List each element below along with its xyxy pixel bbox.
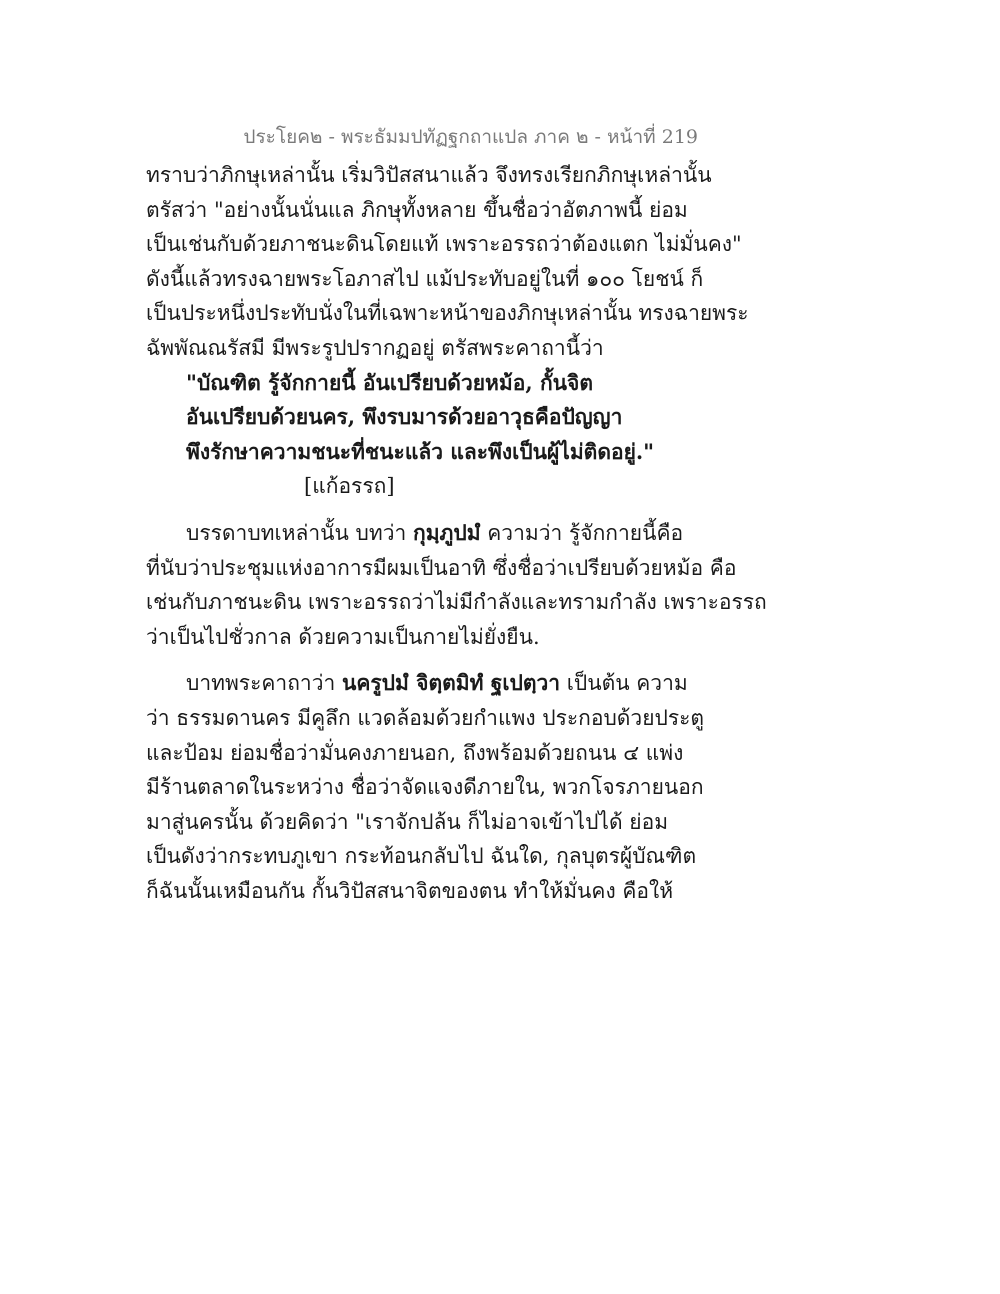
section-title: [แก้อรรถ] xyxy=(304,474,395,499)
verse-line: อันเปรียบด้วยนคร, พึงรบมารด้วยอาวุธคือปัญญา xyxy=(186,404,623,430)
text-line: ทราบว่าภิกษุเหล่านั้น เริ่มวิปัสสนาแล้ว จึงทรงเรียกภิกษุเหล่านั้น xyxy=(146,163,712,187)
text-line: มาสู่นครนั้น ด้วยคิดว่า "เราจักปล้น ก็ไม่อาจเข้าไปได้ ย่อม xyxy=(146,809,669,834)
page-header: ประโยค๒ - พระธัมมปทัฏฐกถาแปล ภาค ๒ - หน้าที่ 219 xyxy=(243,126,698,148)
text-line xyxy=(146,666,706,701)
text-line: เช่นกับภาชนะดิน เพราะอรรถว่าไม่มีกำลังและทรามกำลัง เพราะอรรถ xyxy=(146,590,767,615)
body-text xyxy=(146,158,767,908)
text-line: เป็นดังว่ากระทบภูเขา กระท้อนกลับไป ฉันใด, กุลบุตรผู้บัณฑิต xyxy=(146,844,697,869)
text-line: และป้อม ย่อมชื่อว่ามั่นคงภายนอก, ถึงพร้อมด้วยถนน ๔ แพ่ง xyxy=(146,740,684,765)
text-span: เป็นต้น ความ xyxy=(560,671,688,696)
text-line: ตรัสว่า "อย่างนั้นนั่นแล ภิกษุทั้งหลาย ขึ้นชื่อว่าอัตภาพนี้ ย่อม xyxy=(146,197,688,222)
text-line: ว่า ธรรมดานคร มีคูลึก แวดล้อมด้วยกำแพง ประกอบด้วยประตู xyxy=(146,705,705,730)
text-line: ว่าเป็นไปชั่วกาล ด้วยความเป็นกายไม่ยั่งยืน. xyxy=(146,624,540,649)
text-line: ดังนี้แล้วทรงฉายพระโอภาสไป แม้ประทับอยู่ในที่ ๑๐๐ โยชน์ ก็ xyxy=(146,266,704,291)
pali-term: นครูปมํ จิตฺตมิทํ ฐเปตฺวา xyxy=(341,670,561,696)
text-span: บาทพระคาถาว่า xyxy=(186,671,342,696)
text-line: ที่นับว่าประชุมแห่งอาการมีผมเป็นอาทิ ซึ่งชื่อว่าเปรียบด้วยหม้อ คือ xyxy=(146,555,737,580)
text-line: มีร้านตลาดในระหว่าง ชื่อว่าจัดแจงดีภายใน, พวกโจรภายนอก xyxy=(146,775,704,800)
verse-line: พึงรักษาความชนะที่ชนะแล้ว และพึงเป็นผู้ไม่ติดอยู่." xyxy=(186,438,655,464)
text-line: เป็นประหนึ่งประทับนั่งในที่เฉพาะหน้าของภิกษุเหล่านั้น ทรงฉายพระ xyxy=(146,301,749,326)
text-span: บรรดาบทเหล่านั้น บทว่า xyxy=(186,520,413,545)
verse-line: "บัณฑิต รู้จักกายนี้ อันเปรียบด้วยหม้อ, กั้นจิต xyxy=(186,369,593,395)
text-span: ความว่า รู้จักกายนี้คือ xyxy=(480,520,684,545)
text-line: ก็ฉันนั้นเหมือนกัน กั้นวิปัสสนาจิตของตน ทำให้มั่นคง คือให้ xyxy=(146,878,674,903)
pali-term: กุมฺภูปมํ xyxy=(413,519,481,545)
text-line: ฉัพพัณณรัสมี มีพระรูปปรากฏอยู่ ตรัสพระคาถานี้ว่า xyxy=(146,335,604,360)
text-line: เป็นเช่นกับด้วยภาชนะดินโดยแท้ เพราะอรรถว่าต้องแตก ไม่มั่นคง" xyxy=(146,232,742,257)
text-line xyxy=(146,516,706,551)
